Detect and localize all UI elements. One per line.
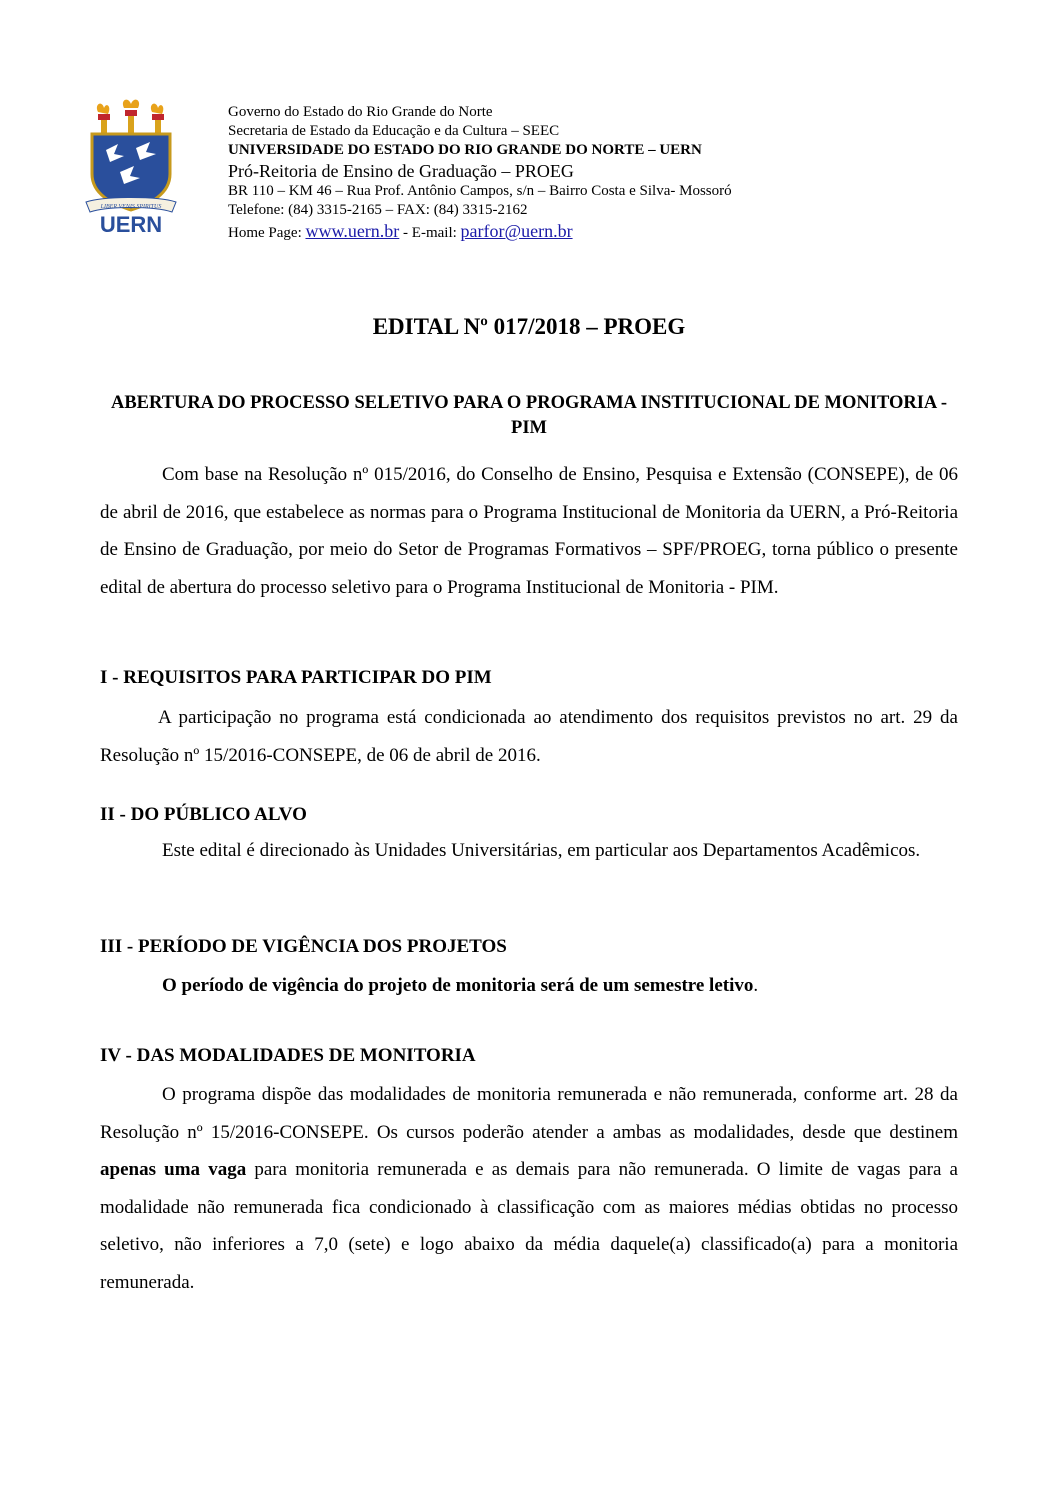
svg-text:LIBER VENIS SPIRITUS: LIBER VENIS SPIRITUS — [100, 204, 162, 210]
section-heading-publico: II - DO PÚBLICO ALVO — [100, 804, 307, 825]
vigencia-period: . — [753, 975, 759, 996]
modalidades-text-start: O programa dispõe das modalidades de monitoria remunerada e não remunerada, conforme art. 28 da Resolução nº 15/2016-CONSEPE. Os cursos poderão atender a ambas as modalidades, desde que destinem — [100, 1084, 958, 1143]
institution-header — [228, 103, 848, 243]
edital-title: EDITAL Nº 017/2018 – PROEG — [372, 314, 686, 339]
header-line-contacts — [228, 222, 848, 243]
uern-coat-of-arms-icon — [84, 98, 178, 236]
email-link[interactable]: parfor@uern.br — [460, 221, 573, 241]
modalidades-bold-vaga: apenas uma vaga — [100, 1159, 247, 1180]
modalidades-text-end: para monitoria remunerada e as demais para não remunerada. O limite de vagas para a modalidade não remunerada fica condicionado à classificação com as maiores médias obtidas no processo seletivo, não inferiores a 7,0 (sete) e logo abaixo da média daquele(a) classificado(a) para a monitoria remunerada. — [100, 1159, 958, 1293]
homepage-link[interactable]: www.uern.br — [305, 221, 400, 241]
header-line-government: Governo do Estado do Rio Grande do Norte — [228, 104, 493, 120]
header-line-university: UNIVERSIDADE DO ESTADO DO RIO GRANDE DO NORTE – UERN — [228, 142, 702, 158]
intro-paragraph: Com base na Resolução nº 015/2016, do Conselho de Ensino, Pesquisa e Extensão (CONSEPE), de 06 de abril de 2016, que estabelece as normas para o Programa Institucional de Monitoria da UERN, a Pró-Reitoria de Ensino de Graduação, por meio do Setor de Programas Formativos – SPF/PROEG, torna público o presente edital de abertura do processo seletivo para o Programa Institucional de Monitoria - PIM. — [100, 464, 958, 598]
section-heading-vigencia: III - PERÍODO DE VIGÊNCIA DOS PROJETOS — [100, 936, 507, 957]
header-line-proeg: Pró-Reitoria de Ensino de Graduação – PROEG — [228, 161, 574, 181]
uern-logo — [84, 98, 178, 236]
section-heading-requisitos: I - REQUISITOS PARA PARTICIPAR DO PIM — [100, 667, 492, 688]
section-heading-modalidades: IV - DAS MODALIDADES DE MONITORIA — [100, 1045, 476, 1066]
section-body-modalidades — [100, 1076, 958, 1301]
edital-subtitle: ABERTURA DO PROCESSO SELETIVO PARA O PROGRAMA INSTITUCIONAL DE MONITORIA - PIM — [110, 393, 948, 438]
section-body-vigencia — [100, 967, 958, 1005]
section-body-requisitos: A participação no programa está condicionada ao atendimento dos requisitos previstos no art. 29 da Resolução nº 15/2016-CONSEPE, de 06 de abril de 2016. — [100, 707, 958, 766]
homepage-label: Home Page: — [228, 225, 306, 241]
svg-text:UERN: UERN — [99, 212, 163, 236]
email-label: - E-mail: — [399, 225, 461, 241]
vigencia-bold-text: O período de vigência do projeto de monitoria será de um semestre letivo — [162, 975, 754, 996]
section-body-publico: Este edital é direcionado às Unidades Universitárias, em particular aos Departamentos Acadêmicos. — [162, 840, 921, 861]
header-line-secretaria: Secretaria de Estado da Educação e da Cultura – SEEC — [228, 123, 560, 139]
header-line-address: BR 110 – KM 46 – Rua Prof. Antônio Campos, s/n – Bairro Costa e Silva- Mossoró — [228, 183, 732, 199]
header-line-phone: Telefone: (84) 3315-2165 – FAX: (84) 3315-2162 — [228, 202, 528, 218]
